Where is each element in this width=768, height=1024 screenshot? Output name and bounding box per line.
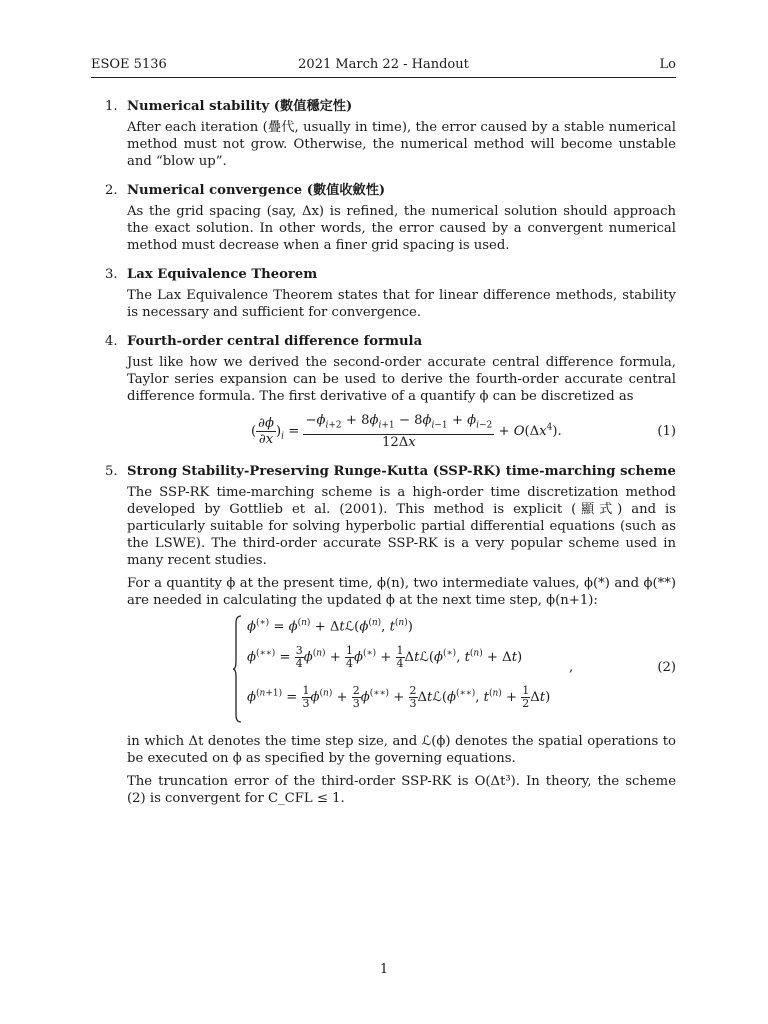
list-item [91,182,676,254]
item-paragraph: The Lax Equivalence Theorem states that for linear difference methods, stability is necessary and sufficient for convergence. [127,288,676,320]
item-paragraph: The truncation error of the third-order SSP-RK is O(Δt³). In theory, the scheme (2) is convergent for C_CFL ≤ 1. [127,774,676,806]
item-number: 3. [105,267,118,282]
item-number: 2. [105,183,118,198]
item-paragraph: For a quantity ϕ at the present time, ϕ(n), two intermediate values, ϕ(*) and ϕ(**) are needed in calculating the updated ϕ at the next time step, ϕ(n+1): [127,576,676,608]
item-paragraph: Just like how we derived the second-order accurate central difference formula, Taylor series expansion can be used to derive the fourth-order accurate central difference formula. The first derivative of a quantify ϕ can be discretized as [127,355,676,404]
item-paragraph: The SSP-RK time-marching scheme is a high-order time discretization method developed by Gottlieb et al. (2001). This method is explicit (顯式) and is particularly suitable for solving hyperbolic partial differential equations (such as the LSWE). The third-order accurate SSP-RK is a very popular scheme used in many recent studies. [127,485,676,568]
page-header [91,57,676,75]
header-divider [91,77,676,78]
item-title: Lax Equivalence Theorem [127,267,318,282]
list-item [91,266,676,321]
course-code: ESOE 5136 [91,57,167,72]
item-title: Numerical convergence (數值收斂性) [127,183,386,198]
item-paragraph: As the grid spacing (say, Δx) is refined, the numerical solution should approach the exact solution. In other words, the error caused by a convergent numerical method must decrease when a finer grid spacing is used. [127,204,676,253]
item-number: 4. [105,334,118,349]
item-number: 5. [105,464,118,479]
page-number: 1 [379,962,389,977]
handout-date: 2021 March 22 - Handout [298,57,469,72]
author: Lo [659,57,676,72]
handout-body [91,98,676,813]
equation-number: (1) [657,424,676,439]
item-paragraph: in which Δt denotes the time step size, and ℒ(ϕ) denotes the spatial operations to be executed on ϕ as specified by the governing equations. [127,734,676,766]
ssp-rk-stage-3: $\phi^{(n+1)}$ = $\frac{1}{3}$ $\phi^{(n)}$ + $\frac{2}{3}$ ϕ(∗∗) + $\frac{2}{3}$ Δtℒ(ϕ(∗∗), $t^{(n)}$ + $\frac{1}{2}$ Δt) [247,684,551,710]
item-number: 1. [105,99,118,114]
ssp-rk-stage-1: $\phi^{(∗)} = \phi^{(n)}$ + $\Delta tℒ(\phi^{(n)}$, $t^{(n)}$) [247,618,413,635]
list-item [91,333,676,455]
item-title: Fourth-order central difference formula [127,334,423,349]
item-title: Numerical stability (數值穩定性) [127,99,353,114]
fourth-order-formula: ( $\frac{\partial\phi}{\partial x}$ )$_i$ = $\frac{-\phi_{i+2} + 8\phi_{i+1} - 8\phi_{i-1} + \phi_{i-2}}{12\Delta x}$ + $O(\Delta x^4)$. [251,413,562,450]
list-item [91,98,676,170]
list-item [91,463,676,807]
equation-2 [127,615,676,727]
equation-comma: , [569,660,574,675]
equation-number: (2) [657,660,676,675]
equation-1 [127,411,676,455]
left-brace [232,615,242,723]
ssp-rk-stage-2: ϕ(∗∗) = $\frac{3}{4}$ $\phi^{(n)}$ + $\frac{1}{4}$ ϕ(∗) + $\frac{1}{4}$ Δtℒ(ϕ(∗), $t^{(n)} + \Delta t$) [247,644,523,670]
item-paragraph: After each iteration (疊代, usually in time), the error caused by a stable numerical method must not grow. Otherwise, the numerical method will become unstable and “blow up”. [127,120,676,169]
item-title: Strong Stability-Preserving Runge-Kutta (SSP-RK) time-marching scheme [127,464,676,479]
